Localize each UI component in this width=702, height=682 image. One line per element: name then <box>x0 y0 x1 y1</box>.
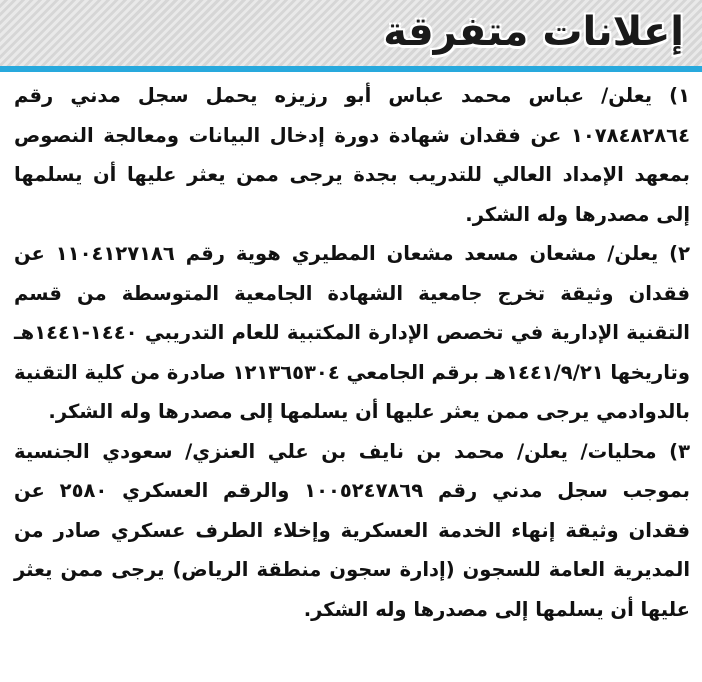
notice-number: ١) <box>669 84 690 107</box>
notice-item <box>14 76 690 234</box>
section-title: إعلانات متفرقة <box>383 9 684 55</box>
notices-list <box>14 76 690 629</box>
notice-number: ٣) <box>669 439 690 463</box>
notice-item <box>14 432 690 630</box>
accent-rule <box>0 66 702 72</box>
section-header <box>0 0 702 66</box>
notice-text: يعلن/ مشعان مسعد مشعان المطيري هوية رقم ١١٠٤١٢٧١٨٦ عن فقدان وثيقة تخرج جامعية الشهادة الجامعية المتوسطة من قسم التقنية الإدارية في تخصص الإدارة المكتبية للعام التدريبي ١٤٤٠-١٤٤١هـ وتاريخها ١٤٤١/٩/٢١هـ برقم الجامعي ١٢١٣٦٥٣٠٤ صادرة من كلية التقنية بالدوادمي يرجى ممن يعثر عليها أن يسلمها إلى مصدرها وله الشكر. <box>14 242 690 423</box>
notice-item <box>14 234 690 432</box>
notice-text: يعلن/ عباس محمد عباس أبو رزيزه يحمل سجل مدني رقم ١٠٧٨٤٨٢٨٦٤ عن فقدان شهادة دورة إدخال البيانات ومعالجة النصوص بمعهد الإمداد العالي للتدريب بجدة يرجى ممن يعثر عليها أن يسلمها إلى مصدرها وله الشكر. <box>14 84 690 226</box>
notice-text: محليات/ يعلن/ محمد بن نايف بن علي العنزي/ سعودي الجنسية بموجب سجل مدني رقم ١٠٠٥٢٤٧٨٦٩ والرقم العسكري ٢٥٨٠ عن فقدان وثيقة إنهاء الخدمة العسكرية وإخلاء الطرف عسكري صادر من المديرية العامة للسجون (إدارة سجون منطقة الرياض) يرجى ممن يعثر عليها أن يسلمها إلى مصدرها وله الشكر. <box>14 439 690 621</box>
notice-number: ٢) <box>669 242 690 265</box>
